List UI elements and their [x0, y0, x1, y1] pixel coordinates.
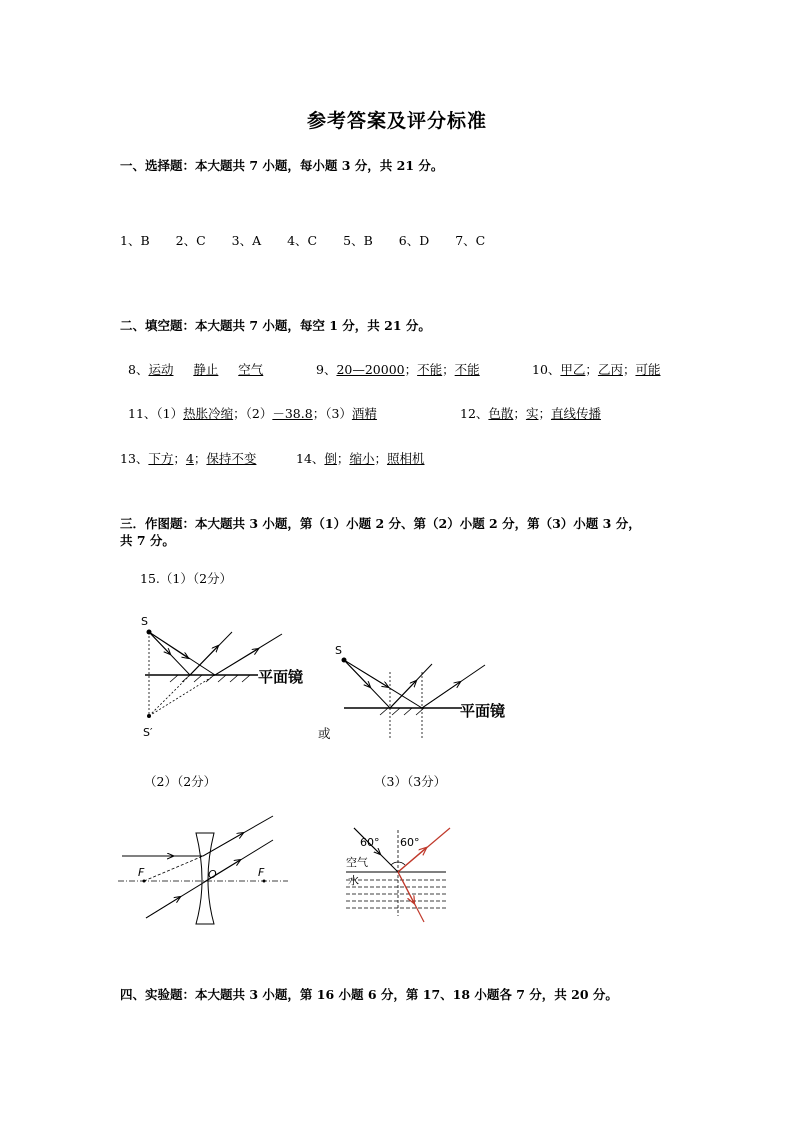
lens-diagram [118, 808, 293, 928]
lens-center-label: O [208, 868, 217, 881]
or-label: 或 [318, 726, 331, 741]
refraction-diagram [342, 820, 462, 928]
section2-heading: 二、填空题：本大题共 7 小题，每空 1 分，共 21 分。 [120, 318, 431, 333]
answer-6: 6、D [398, 233, 430, 248]
section4-heading: 四、实验题：本大题共 3 小题，第 16 小题 6 分，第 17、18 小题各 7 分，共 20 分。 [120, 987, 618, 1002]
air-label: 空气 [346, 856, 368, 869]
angle-reflection-label: 60° [400, 836, 420, 849]
answer-1: 1、B [120, 233, 150, 248]
q8-answer: 8、运动 静止 空气 [128, 362, 264, 377]
answer-2: 2、C [175, 233, 206, 248]
answer-5: 5、B [343, 233, 373, 248]
mirror-label: 平面镜 [258, 668, 304, 686]
focus-right-label: F [258, 866, 265, 879]
q15-label: 15.（1）（2分） [140, 571, 233, 586]
water-label: 水 [348, 874, 359, 887]
section3-heading-line1: 三．作图题：本大题共 3 小题，第（1）小题 2 分、第（2）小题 2 分，第（3）小题 3 分， [120, 516, 641, 531]
mirror-diagram-1 [140, 612, 325, 742]
q13-answer: 13、下方；4；保持不变 [120, 451, 257, 466]
mirror-diagram-2 [330, 640, 525, 740]
mirror-label-2: 平面镜 [460, 702, 506, 720]
source-label: S [141, 615, 148, 628]
part2-label: （2）（2分） [144, 774, 217, 789]
focus-left-label: F [138, 866, 145, 879]
q14-answer: 14、倒；缩小；照相机 [296, 451, 425, 466]
image-label: S′ [143, 726, 153, 739]
section1-heading: 一、选择题：本大题共 7 小题，每小题 3 分，共 21 分。 [120, 158, 444, 173]
answer-4: 4、C [287, 233, 318, 248]
q10-answer: 10、甲乙；乙丙；可能 [532, 362, 661, 377]
part3-label: （3）（3分） [374, 774, 447, 789]
source-label-2: S [335, 644, 342, 657]
q9-answer: 9、20—20000；不能；不能 [316, 362, 480, 377]
q12-answer: 12、色散；实；直线传播 [460, 406, 601, 421]
page-title: 参考答案及评分标准 [306, 110, 487, 132]
section1-answers [120, 231, 485, 249]
answer-3: 3、A [231, 233, 262, 248]
section3-heading-line2: 共 7 分。 [120, 533, 175, 548]
answer-7: 7、C [455, 233, 486, 248]
angle-incidence-label: 60° [360, 836, 380, 849]
q11-answer: 11、（1）热胀冷缩；（2）－38.8；（3）酒精 [128, 406, 377, 421]
